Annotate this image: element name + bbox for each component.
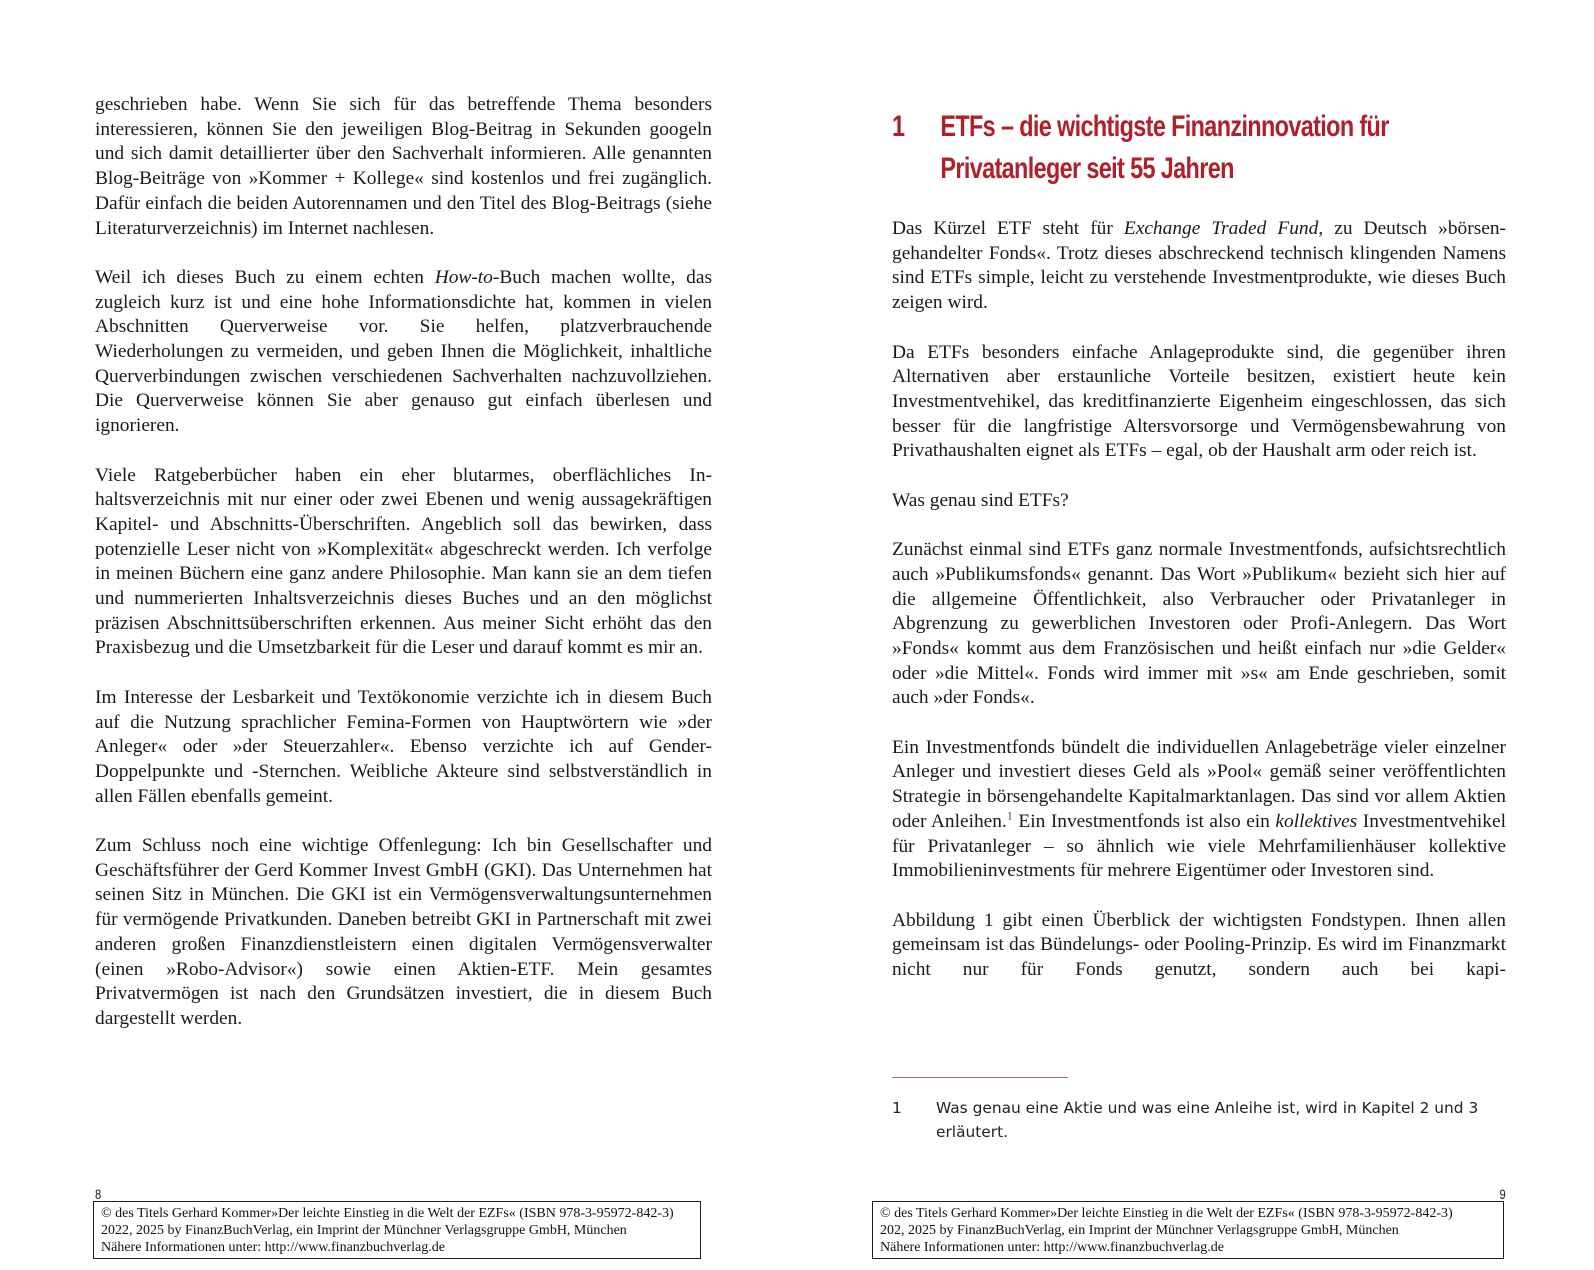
- paragraph: Zunächst einmal sind ETFs ganz normale Investmentfonds, aufsichtsrechtlich auch »Publikumsfonds« genannt. Das Wort »Publikum« bezieht sich hier auf die allgemeine Öffentlichkeit, also Verbraucher oder Privatanleger in Abgrenzung zu gewerblichen Investoren oder Profi-Anlegern. Das Wort »Fonds« kommt aus dem Französischen und heißt einfach nur »die Gelder« oder »die Mittel«. Fonds wird immer mit »s« am Ende geschrieben, somit auch »der Fonds«.: [892, 539, 1506, 709]
- copyright-line: 202, 2025 by FinanzBuchVerlag, ein Imprint der Münchner Verlagsgruppe GmbH, München: [880, 1223, 1399, 1238]
- chapter-number: 1: [892, 110, 905, 144]
- left-page-body: [95, 93, 712, 1056]
- footnote: [892, 1096, 1492, 1144]
- text-span: -Buch machen wollte, das zugleich kurz ist und eine hohe Informationsdichte hat, kommen in vielen Abschnitten Querverweise vor. Sie helfen, platzverbrauchende Wiederholungen zu vermeiden, und geben Ihnen die Möglichkeit, inhaltliche Querverbindungen zwischen verschiedenen Sachverhalten nachzuvollziehen. Die Querverweise können Sie aber genauso gut einfach überlesen und ignorieren.: [95, 266, 712, 437]
- text-span: Weil ich dieses Buch zu einem echten: [95, 266, 435, 288]
- copyright-line: © des Titels Gerhard Kommer»Der leichte Einstieg in die Welt der EZFs« (ISBN 978-3-95972-842-3): [880, 1206, 1453, 1221]
- paragraph: [95, 266, 712, 439]
- right-page-body: [892, 217, 1506, 1007]
- paragraph: Abbildung 1 gibt einen Überblick der wichtigsten Fondstypen. Ihnen allen gemeinsam ist das Bündelungs- oder Pooling-Prinzip. Es wird im Finanzmarkt nicht nur für Fonds genutzt, sondern auch bei kapi-: [892, 909, 1506, 981]
- copyright-line: Nähere Informationen unter: http://www.finanzbuchverlag.de: [880, 1240, 1224, 1255]
- chapter-title-line: ETFs – die wichtigste Finanzinnovation für: [940, 110, 1389, 144]
- chapter-title-line: Privatanleger seit 55 Jahren: [940, 152, 1234, 186]
- italic-text: Exchange Traded Fund: [1123, 218, 1319, 239]
- page-number: 9: [1499, 1186, 1506, 1202]
- paragraph: [892, 736, 1506, 884]
- footnote-divider: [892, 1077, 1068, 1078]
- copyright-notice: [872, 1201, 1504, 1259]
- copyright-line: Nähere Informationen unter: http://www.finanzbuchverlag.de: [101, 1240, 445, 1255]
- left-page: [95, 0, 712, 1270]
- chapter-heading: [892, 106, 1389, 190]
- paragraph: Zum Schluss noch eine wichtige Offenlegung: Ich bin Gesellschafter und Geschäftsführer der Gerd Kommer Invest GmbH (GKI). Das Unternehmen hat seinen Sitz in München. Die GKI ist ein Vermögensverwaltungsunternehmen für vermögende Privatkunden. Daneben betreibt GKI in Partnerschaft mit zwei anderen großen Finanzdienstleistern einen digitalen Vermögensverwalter (einen »Robo-Advisor«) sowie einen Aktien-ETF. Mein gesamtes Privatvermögen ist nach den Grundsätzen investiert, die in diesem Buch dargestellt werden.: [95, 835, 712, 1029]
- italic-text: How-to: [434, 266, 493, 288]
- text-span: Ein Investmentfonds bündelt die individuellen Anlagebeträge vieler einzelner Anleger und investiert dieses Geld als »Pool« gemäß seiner veröffentlichten Strategie in börsengehandelte Kapitalmarktanlagen. Das sind vor allem Aktien oder Anleihen.: [892, 736, 1506, 832]
- paragraph: Da ETFs besonders einfache Anlageprodukte sind, die gegenüber ihren Alternativen aber erstaunliche Vorteile besitzen, existiert heute kein Investmentvehikel, das kreditfinanzierte Eigenheim eingeschlossen, das sich besser für die langfristige Altersvorsorge und Vermögensbewahrung von Privathaushalten eignet als ETFs – egal, ob der Haushalt arm oder reich ist.: [892, 341, 1506, 462]
- copyright-line: 2022, 2025 by FinanzBuchVerlag, ein Imprint der Münchner Verlagsgruppe GmbH, München: [101, 1223, 627, 1238]
- text-span: , zu Deutsch »börsengehandelter Fonds«. Trotz dieses abschreckend technisch klingenden Namens sind ETFs simple, leicht zu verstehende Investmentprodukte, wie dieses Buch zeigen wird.: [892, 218, 1507, 314]
- footnote-number: 1: [892, 1099, 902, 1117]
- copyright-line: © des Titels Gerhard Kommer»Der leichte Einstieg in die Welt der EZFs« (ISBN 978-3-95972-842-3): [101, 1206, 674, 1221]
- italic-text: kollektives: [1275, 810, 1358, 832]
- footnote-reference-link[interactable]: 1: [1006, 808, 1013, 823]
- paragraph: Viele Ratgeberbücher haben ein eher blutarmes, oberflächliches Inhaltsverzeichnis mit nur einer oder zwei Ebenen und wenig aussagekräftigen Kapitel- und Abschnitts-Überschriften. Angeblich soll das bewirken, dass potenzielle Leser nicht von »Komplexität« abgeschreckt werden. Ich verfolge in meinen Büchern eine ganz andere Philosophie. Man kann sie an dem tiefen und nummerierten Inhaltsverzeichnis dieses Buches und an den möglichst präzisen Abschnittsüberschriften erkennen. Aus meiner Sicht erhöht das den Praxisbezug und die Umsetzbarkeit für die Leser und darauf kommt es mir an.: [95, 464, 712, 659]
- text-span: Investmentvehikel für Privatanleger – so ähnlich wie viele Mehrfamilienhäuser kollektive Immobilieninvestments für mehrere Eigentümer oder Investoren sind.: [892, 810, 1506, 882]
- paragraph: Im Interesse der Lesbarkeit und Textökonomie verzichte ich in diesem Buch auf die Nutzung sprachlicher Femina-Formen von Hauptwörtern wie »der Anleger« oder »der Steuerzahler«. Ebenso verzichte ich auf Gender-Doppelpunkte und -Sternchen. Weibliche Akteure sind selbstverständlich in allen Fällen ebenfalls gemeint.: [95, 686, 712, 807]
- footnote-text: Was genau eine Aktie und was eine Anleihe ist, wird in Kapitel 2 und 3 erläutert.: [936, 1099, 1479, 1141]
- text-span: Ein Investmentfonds ist also ein: [1012, 810, 1276, 832]
- right-page: [880, 0, 1507, 1270]
- paragraph: [892, 217, 1506, 316]
- text-span: Das Kürzel ETF steht für: [892, 218, 1124, 239]
- page-number: 8: [95, 1186, 102, 1202]
- paragraph: geschrieben habe. Wenn Sie sich für das betreffende Thema besonders interessieren, können Sie den jeweiligen Blog-Beitrag in Sekunden googeln und sich damit detaillierter über den Sachverhalt informieren. Alle genannten Blog-Beiträge von »Kommer + Kollege« sind kostenlos und frei zugänglich. Dafür einfach die beiden Autorennamen und den Titel des Blog-Beitrags (siehe Literaturverzeichnis) im Internet nachlesen.: [95, 94, 712, 239]
- copyright-notice: [93, 1201, 701, 1259]
- subheading-question: Was genau sind ETFs?: [892, 489, 1069, 511]
